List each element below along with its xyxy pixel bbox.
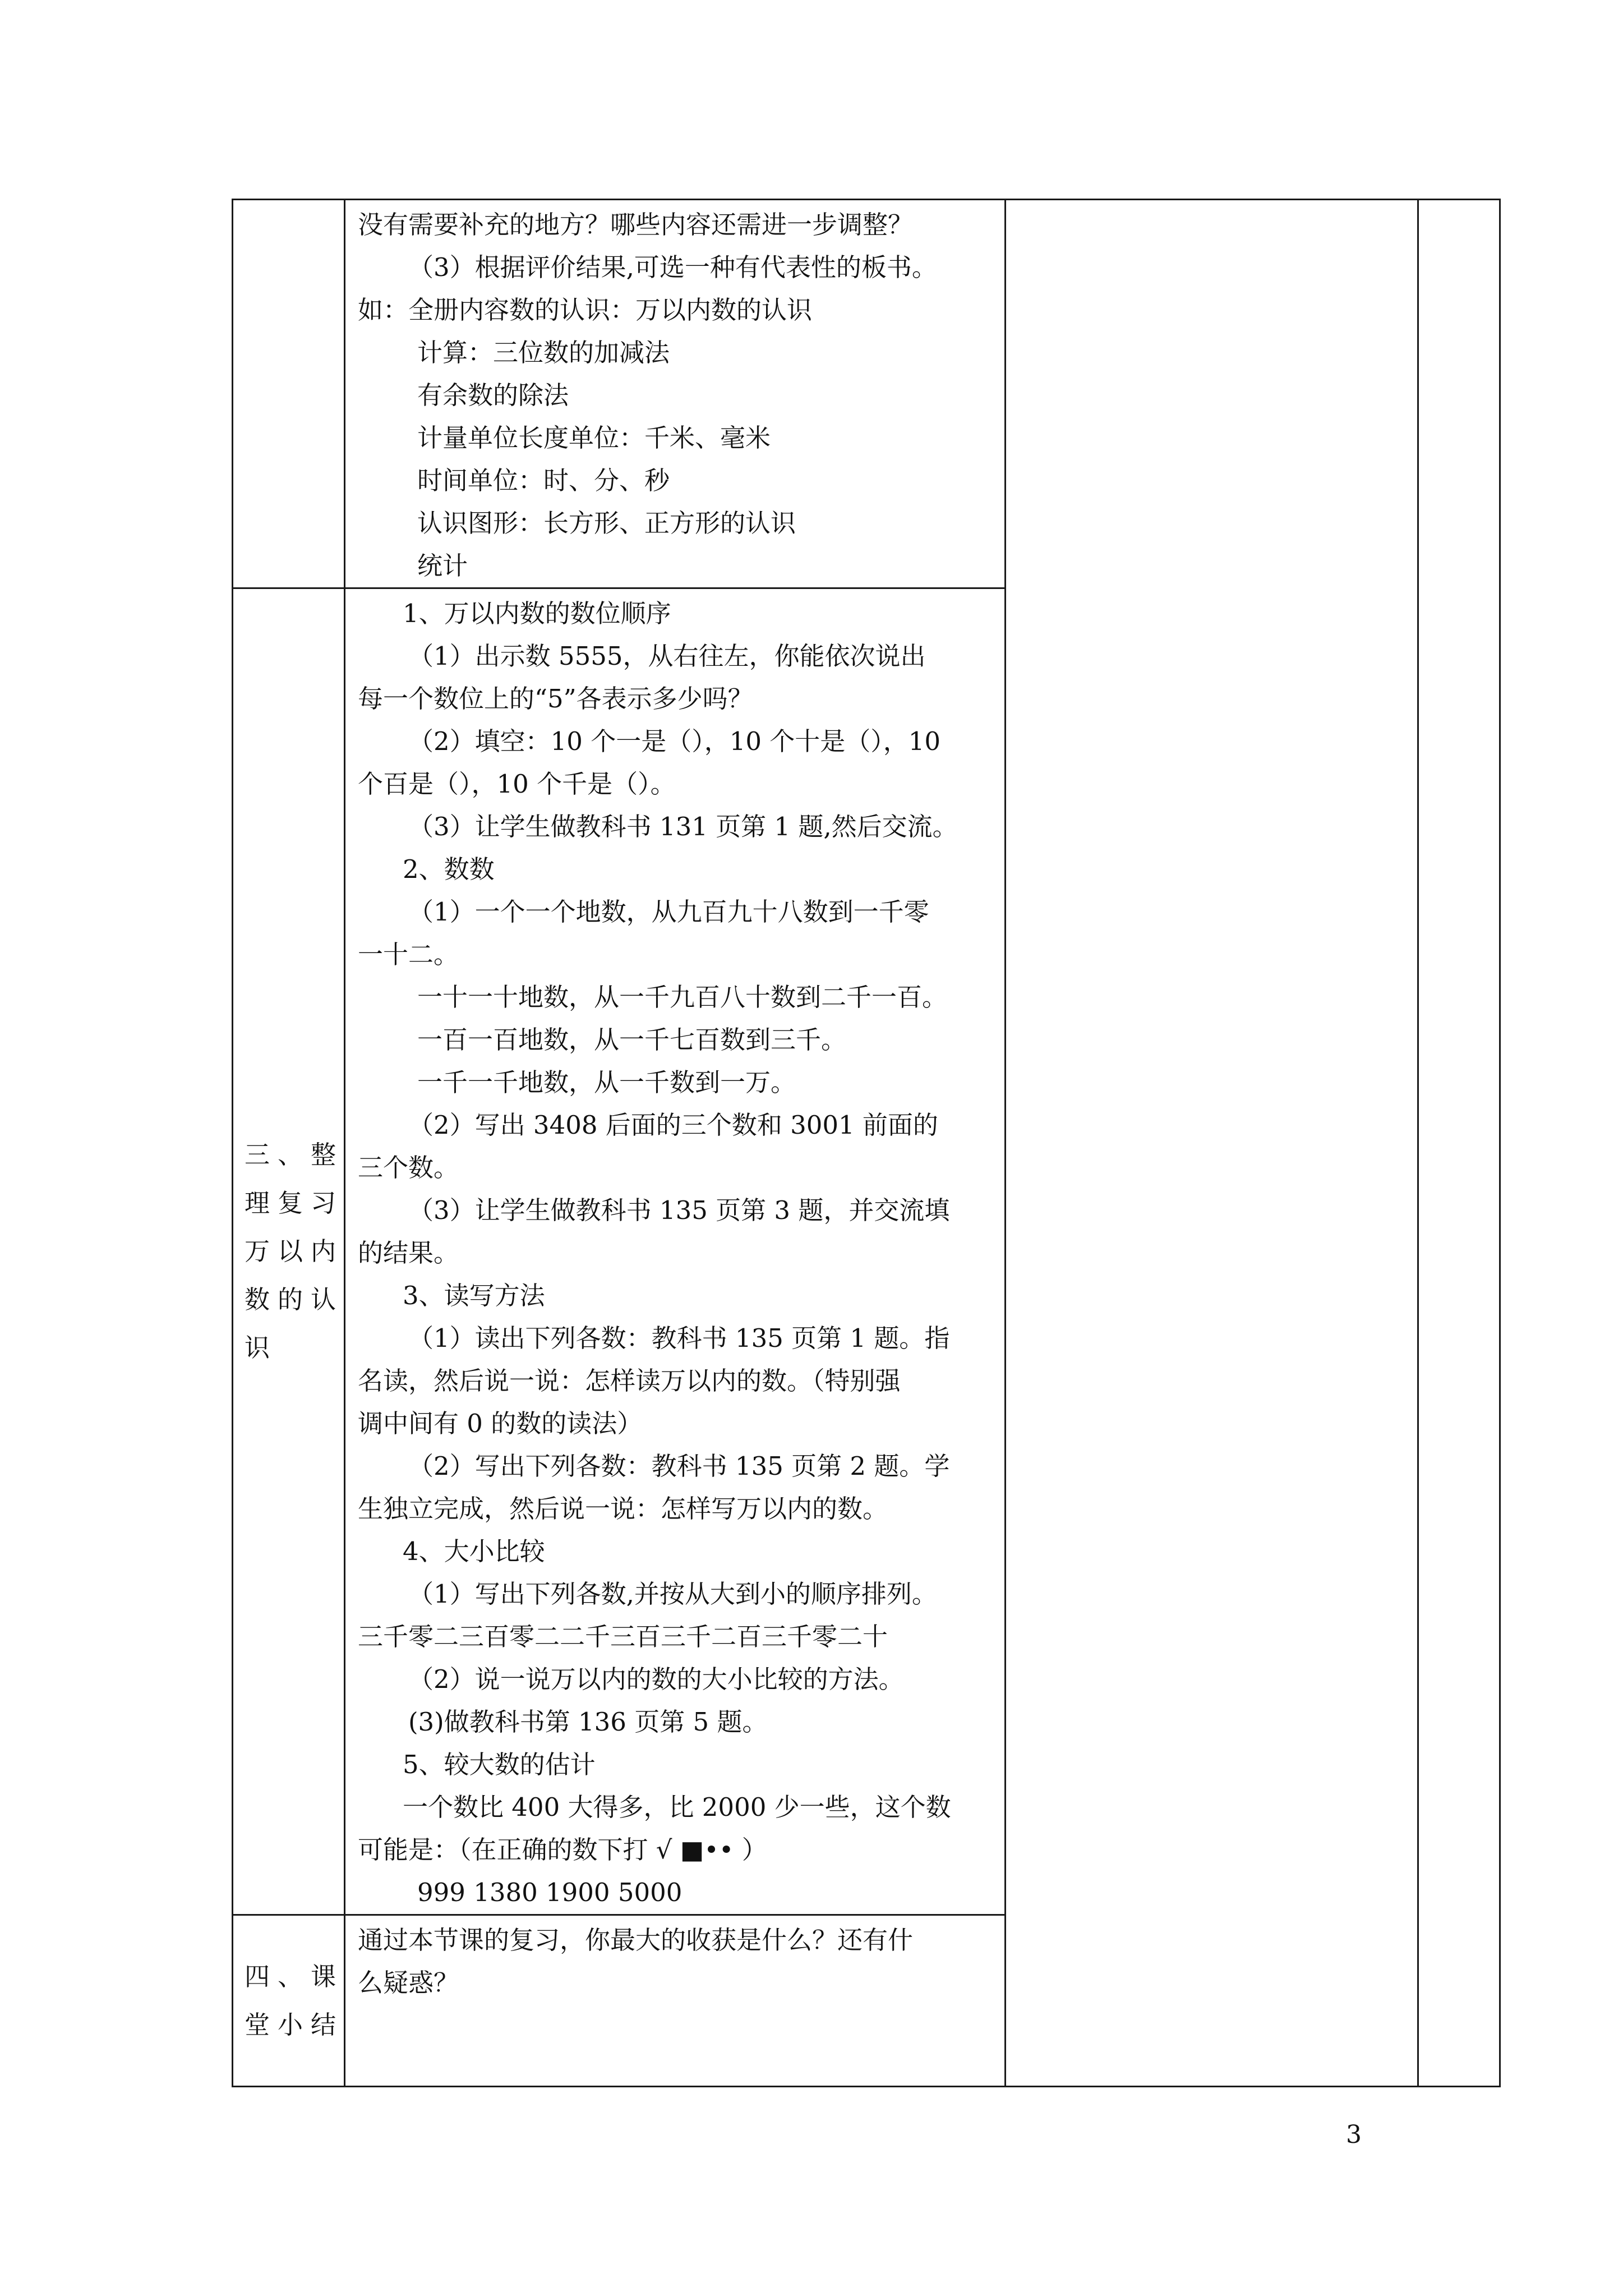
content-cell	[345, 588, 1006, 1915]
table-row	[233, 200, 1500, 588]
content-line: 1、万以内数的数位顺序	[403, 599, 671, 628]
content-line: 2、数数	[403, 854, 495, 884]
content-line: （2）写出 3408 后面的三个数和 3001 前面的	[408, 1110, 938, 1140]
remarks-column	[1418, 200, 1500, 2087]
stage-label: 三、整理复习万以内数的认识	[245, 1140, 336, 1363]
content-line: 一千一千地数，从一千数到一万。	[417, 1068, 796, 1097]
content-line: （3）让学生做教科书 131 页第 1 题,然后交流。	[408, 812, 958, 841]
content-line: （3）让学生做教科书 135 页第 3 题，并交流填	[408, 1195, 950, 1225]
content-line: （1）写出下列各数,并按从大到小的顺序排列。	[408, 1579, 937, 1609]
stage-label-cell	[233, 588, 345, 1915]
content-line: 三千零二三百零二二千三百三千二百三千零二十	[358, 1622, 888, 1651]
content-line: 计量单位长度单位：千米、毫米	[417, 423, 771, 453]
content-line: 3、读写方法	[403, 1281, 545, 1310]
content-line: 一十二。	[358, 940, 459, 969]
content-line: 时间单位：时、分、秒	[417, 466, 670, 495]
content-line: 调中间有 0 的数的读法）	[358, 1409, 643, 1438]
stage-label-cell	[233, 1915, 345, 2087]
content-cell	[345, 1915, 1006, 2087]
content-line: 可能是：（在正确的数下打 √ ■•• ）	[358, 1835, 767, 1865]
content-line: 有余数的除法	[417, 380, 569, 410]
content-line: 统计	[417, 551, 468, 581]
content-line: 个百是（），10 个千是（）。	[358, 769, 676, 799]
content-line: 通过本节课的复习，你最大的收获是什么？还有什	[358, 1925, 914, 1955]
stage-label: 四、课堂小结	[245, 1961, 336, 2040]
content-lines	[345, 589, 1004, 1914]
content-line: 如：全册内容数的认识：万以内数的认识	[358, 295, 813, 325]
content-cell	[345, 200, 1006, 588]
content-line: 一百一百地数，从一千七百数到三千。	[417, 1025, 847, 1055]
notes-column	[1006, 200, 1418, 2087]
content-lines	[345, 200, 1004, 587]
content-line: (3)做教科书第 136 页第 5 题。	[408, 1707, 768, 1737]
content-line: 生独立完成，然后说一说：怎样写万以内的数。	[358, 1494, 888, 1524]
content-line: （2）说一说万以内的数的大小比较的方法。	[408, 1664, 904, 1694]
content-line: 999 1380 1900 5000	[417, 1878, 683, 1907]
content-line: 认识图形：长方形、正方形的认识	[417, 508, 796, 538]
content-line: 每一个数位上的“5”各表示多少吗？	[358, 684, 753, 714]
stage-label-cell	[233, 200, 345, 588]
content-line: （3）根据评价结果,可选一种有代表性的板书。	[408, 252, 937, 282]
content-line: （1）读出下列各数：教科书 135 页第 1 题。指	[408, 1323, 950, 1353]
content-line: （2）写出下列各数：教科书 135 页第 2 题。学	[408, 1451, 950, 1481]
content-line: 三个数。	[358, 1153, 459, 1182]
page-number: 3	[1346, 2120, 1362, 2149]
content-line: 没有需要补充的地方？哪些内容还需进一步调整？	[358, 210, 914, 240]
content-line: （1）出示数 5555，从右往左，你能依次说出	[408, 641, 926, 671]
content-line: 一十一十地数，从一千九百八十数到二千一百。	[417, 982, 948, 1012]
content-lines	[345, 1916, 1004, 2004]
content-line: （2）填空：10 个一是（），10 个十是（），10	[408, 726, 941, 756]
content-line: 的结果。	[358, 1238, 459, 1268]
content-line: 4、大小比较	[403, 1536, 545, 1566]
content-line: （1）一个一个地数，从九百九十八数到一千零	[408, 897, 929, 927]
content-line: 名读，然后说一说：怎样读万以内的数。（特别强	[358, 1366, 901, 1396]
lesson-plan-table	[232, 199, 1501, 2087]
content-line: 么疑惑？	[358, 1968, 459, 1998]
content-line: 5、较大数的估计	[403, 1750, 596, 1779]
content-line: 一个数比 400 大得多，比 2000 少一些，这个数	[403, 1792, 951, 1822]
content-line: 计算：三位数的加减法	[417, 338, 670, 367]
